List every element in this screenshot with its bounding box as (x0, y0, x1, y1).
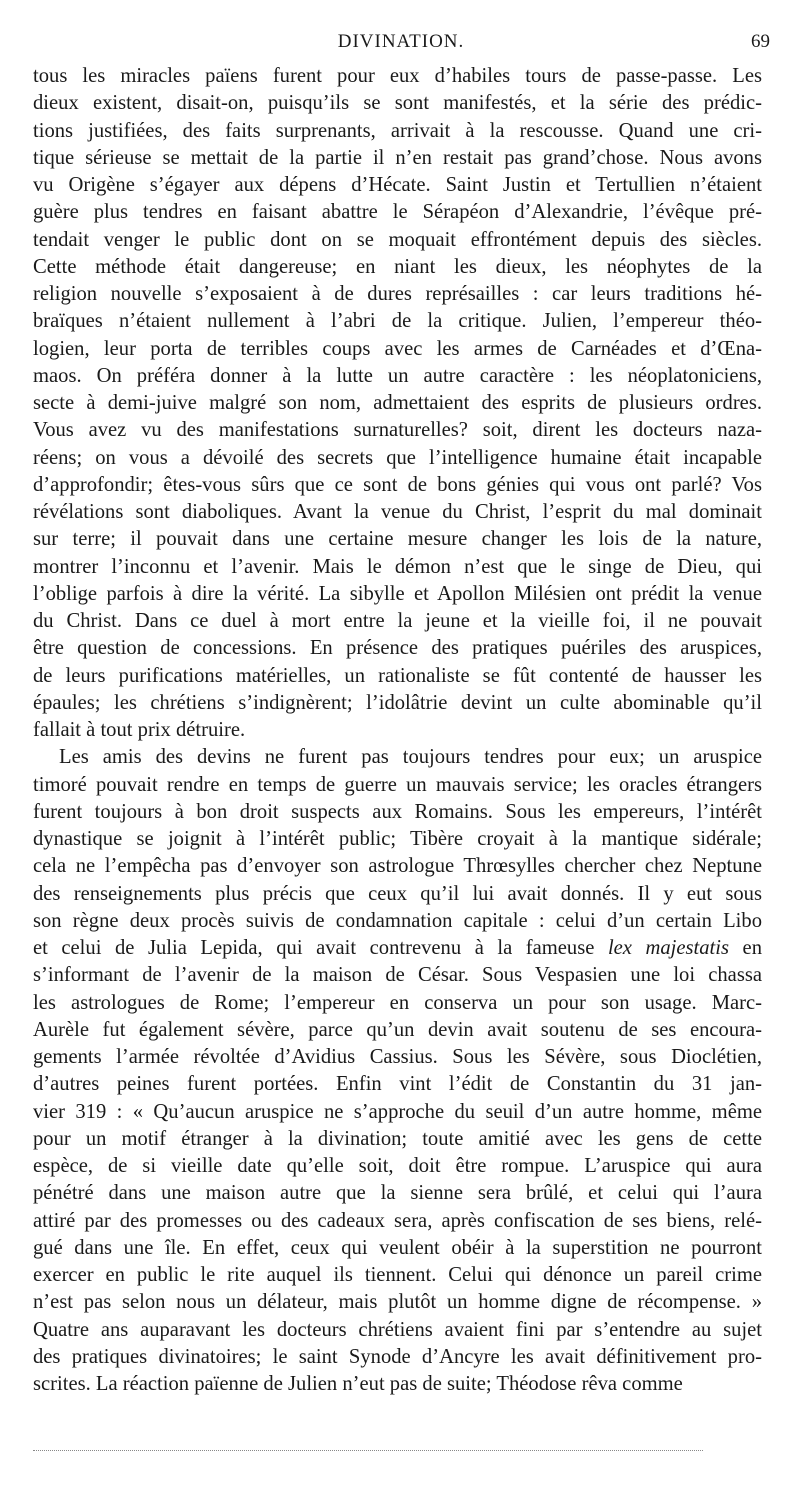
text-line: épaules; les chrétiens s’indignèrent; l’idolâtrie devint un culte abominable qu’il (33, 691, 762, 714)
text-line: logien, leur porta de terribles coups avec les armes de Carnéades et d’Œna- (33, 337, 762, 360)
text-line: réens; on vous a dévoilé des secrets que l’intelligence humaine était incapable (33, 446, 762, 469)
text-line: scrites. La réaction païenne de Julien n’eut pas de suite; Théodose rêva comme (33, 1373, 683, 1395)
text-line: dieux existent, disait-on, puisqu’ils se sont manifestés, et la série des prédic- (33, 92, 762, 115)
text-line: vier 319 : « Qu’aucun aruspice ne s’approche du seuil d’un autre homme, même (33, 1100, 762, 1123)
text-line: d’autres peines furent portées. Enfin vint l’édit de Constantin du 31 jan- (33, 1073, 762, 1096)
text-line: pour un motif étranger à la divination; toute amitié avec les gens de cette (33, 1127, 762, 1150)
text-line: secte à demi-juive malgré son nom, admettaient des esprits de plusieurs ordres. (33, 392, 762, 414)
text-line: cela ne l’empêcha pas d’envoyer son astrologue Thrœsylles chercher chez Neptune (33, 855, 762, 878)
text-line: Vous avez vu des manifestations surnaturelles? soit, dirent les docteurs naza- (33, 419, 762, 442)
text-line: furent toujours à bon droit suspects aux Romains. Sous les empereurs, l’intérêt (33, 800, 762, 823)
text-line: n’est pas selon nous un délateur, mais plutôt un homme digne de récompense. » (33, 1291, 762, 1314)
text-line: montrer l’inconnu et l’avenir. Mais le démon n’est que le singe de Dieu, qui (33, 555, 762, 578)
running-title: DIVINATION. (337, 31, 465, 52)
text-line: Cette méthode était dangereuse; en niant les dieux, les néophytes de la (33, 255, 762, 278)
text-line: l’oblige parfois à dire la vérité. La sibylle et Apollon Milésien ont prédit la venue (33, 582, 762, 605)
text-line: guère plus tendres en faisant abattre le Sérapéon d’Alexandrie, l’évêque pré- (33, 201, 762, 224)
text-line: tous les miracles païens furent pour eux d’habiles tours de passe-passe. Les (33, 65, 762, 87)
text-line: des pratiques divinatoires; le saint Synode d’Ancyre les avait définitivement pro- (33, 1345, 762, 1368)
text-line: révélations sont diaboliques. Avant la venue du Christ, l’esprit du mal dominait (33, 501, 762, 523)
text-line: tendait venger le public dont on se moquait effrontément depuis des siècles. (33, 228, 762, 251)
footer-rule (33, 1450, 703, 1451)
text-line: tions justifiées, des faits surprenants, arrivait à la rescousse. Quand une cri- (33, 119, 762, 142)
text-line: de leurs purifications matérielles, un rationaliste se fût contenté de hausser les (33, 664, 762, 687)
body-text (33, 63, 762, 1398)
text-line: gué dans une île. En effet, ceux qui veulent obéir à la superstition ne pourront (33, 1236, 762, 1259)
text-line: être question de concessions. En présence des pratiques puériles des aruspices, (33, 637, 762, 660)
text-line: attiré par des promesses ou des cadeaux sera, après confiscation de ses biens, relé- (33, 1209, 762, 1232)
text-line: dynastique se joignit à l’intérêt public; Tibère croyait à la mantique sidérale; (33, 828, 762, 850)
text-line: tique sérieuse se mettait de la partie il n’en restait pas grand’chose. Nous avons (33, 146, 762, 169)
text-line: pénétré dans une maison autre que la sienne sera brûlé, et celui qui l’aura (33, 1182, 762, 1205)
running-head (32, 31, 770, 57)
text-line: espèce, de si vieille date qu’elle soit, doit être rompue. L’aruspice qui aura (33, 1155, 762, 1177)
text-line: exercer en public le rite auquel ils tiennent. Celui qui dénonce un pareil crime (33, 1264, 762, 1286)
text-line: fallait à tout prix détruire. (33, 719, 246, 741)
text-line: des renseignements plus précis que ceux qu’il lui avait donnés. Il y eut sous (33, 882, 762, 905)
text-line: timoré pouvait rendre en temps de guerre un mauvais service; les oracles étrangers (33, 773, 762, 796)
paragraph (33, 744, 762, 1398)
text-line: s’informant de l’avenir de la maison de César. Sous Vespasien une loi chassa (33, 964, 762, 987)
text-line: son règne deux procès suivis de condamnation capitale : celui d’un certain Libo (33, 909, 762, 932)
text-line: les astrologues de Rome; l’empereur en conserva un pour son usage. Marc- (33, 991, 762, 1014)
page-number: 69 (751, 31, 770, 52)
text-line: gements l’armée révoltée d’Avidius Cassius. Sous les Sévère, sous Dioclétien, (33, 1046, 762, 1068)
text-line: Les amis des devins ne furent pas toujours tendres pour eux; un aruspice (59, 746, 762, 769)
text-line: maos. On préféra donner à la lutte un autre caractère : les néoplatoniciens, (33, 364, 762, 387)
text-line: sur terre; il pouvait dans une certaine mesure changer les lois de la nature, (33, 528, 762, 551)
text-line: Quatre ans auparavant les docteurs chrétiens avaient fini par s’entendre au sujet (33, 1318, 762, 1341)
text-line: vu Origène s’égayer aux dépens d’Hécate. Saint Justin et Tertullien n’étaient (33, 174, 762, 196)
text-line: et celui de Julia Lepida, qui avait contrevenu à la fameuse lex majestatis en (33, 937, 762, 959)
text-line: braïques n’étaient nullement à l’abri de la critique. Julien, l’empereur théo- (33, 310, 762, 333)
text-line: d’approfondir; êtes-vous sûrs que ce sont de bons génies qui vous ont parlé? Vos (33, 473, 762, 496)
text-line: du Christ. Dans ce duel à mort entre la jeune et la vieille foi, il ne pouvait (33, 610, 762, 632)
text-line: religion nouvelle s’exposaient à de dures représailles : car leurs traditions hé- (33, 283, 762, 305)
paragraph (33, 63, 762, 744)
text-line: Aurèle fut également sévère, parce qu’un devin avait soutenu de ses encoura- (33, 1018, 762, 1041)
